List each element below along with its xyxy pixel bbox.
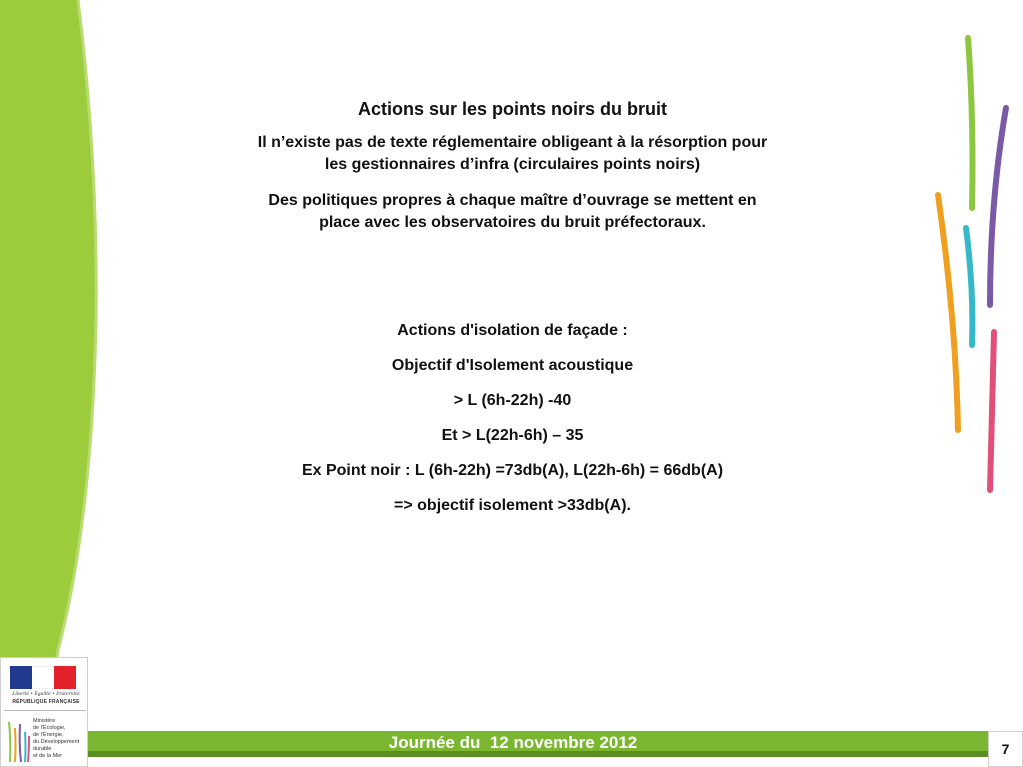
facade-isolation-section [180,321,845,531]
ministry-line: du Développement [33,739,80,745]
logo-motto: Liberté • Égalité • Fraternité [12,692,80,697]
footer-bar [88,731,988,757]
points-noirs-section [180,98,845,248]
ministry-line: de l'Écologie, [33,725,66,731]
paragraph-line: place avec les observatoires du bruit préfectoraux. [319,214,706,231]
ministry-name [33,718,79,760]
paragraph-line: Des politiques propres à chaque maître d’ouvrage se mettent en [268,192,757,209]
ministry-line: et de la Mer [33,753,63,759]
ministry-logo [0,657,88,767]
ministry-line: Ministère [33,718,56,724]
ministry-line: durable [33,746,52,752]
section-title: Actions sur les points noirs du bruit [357,99,668,119]
objective-line: Objectif d'Isolement acoustique [391,357,634,374]
paragraph-policies [180,190,845,234]
ministry-lines-icon [5,718,31,764]
condition-day: > L (6h-22h) -40 [453,392,572,409]
paragraph-line: Il n’existe pas de texte réglementaire obligeant à la résorption pour [257,134,768,151]
result-line: => objectif isolement >33db(A). [394,497,631,514]
footer-date-text: Journée du 12 novembre 2012 [388,733,638,752]
example-line: Ex Point noir : L (6h-22h) =73db(A), L(22h-6h) = 66db(A) [301,462,724,479]
paragraph-regulation [180,132,845,176]
isolation-heading: Actions d'isolation de façade : [397,322,628,339]
paragraph-line: les gestionnaires d’infra (circulaires points noirs) [324,156,701,173]
condition-night: Et > L(22h-6h) – 35 [441,427,584,444]
ministry-line: de l'Énergie, [33,732,64,738]
green-swoosh-decoration [0,0,130,767]
colored-strokes-decoration [920,30,1010,500]
logo-republic: RÉPUBLIQUE FRANÇAISE [12,699,80,705]
page-number: 7 [988,731,1023,767]
logo-divider [4,710,86,711]
french-flag-icon [10,666,76,689]
